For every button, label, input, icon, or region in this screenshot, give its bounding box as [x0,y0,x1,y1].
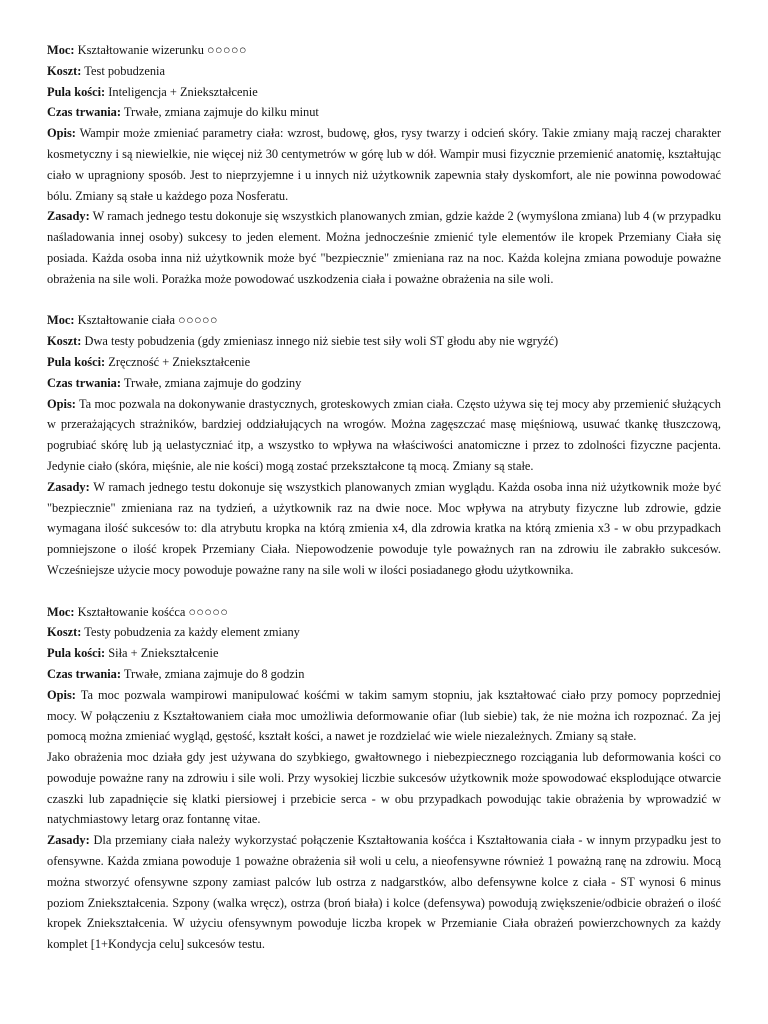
description-label: Opis: [47,396,76,411]
extra-paragraph [47,747,721,830]
duration-line [47,373,721,394]
power-name: Kształtowanie wizerunku [77,43,204,57]
power-name-line [47,40,721,61]
pool-label: Pula kości: [47,354,106,369]
pool-label: Pula kości: [47,646,106,661]
description-paragraph [47,394,721,477]
rules-paragraph [47,206,721,289]
rules-text: Dla przemiany ciała należy wykorzystać połączenie Kształtowania kośćca i Kształtowania ciała - w innym przypadku jest to ofensywne. Każda zmiana powoduje 1 poważne obrażenia sił woli u celu, a nieofensywne również 1 poważną ranę na zdrowiu. Mocą można stworzyć ofensywne szpony zamiast palców lub ostrza z nadgarstków, albo defensywne kolce z ciała - ST wynosi 6 minus poziom Zniekształcenia. Szpony (walka wręcz), ostrza (broń biała) i kolce (defensywa) powodują zwiększenie/odbicie obrażeń o ilość kropek Zniekształcenia. W użyciu ofensywnym powoduje liczba kropek w Przemianie Ciała obrażeń powierzchownych za każdy komplet [1+Kondycja celu] sukcesów testu. [47,833,721,952]
rules-label: Zasady: [47,479,90,494]
cost-label: Koszt: [47,625,82,640]
rules-paragraph [47,477,721,581]
pool-value: Zręczność + Zniekształcenie [108,354,251,369]
pool-value: Inteligencja + Zniekształcenie [108,84,258,99]
pool-line [47,352,721,373]
power-label: Moc: [47,43,75,57]
power-name-line [47,602,721,623]
rules-text: W ramach jednego testu dokonuje się wszystkich planowanych zmian wyglądu. Każda osoba inna niż użytkownik może być "bezpiecznie" zmieniana raz na tydzień, a użytkownik raz na dwie noce. Moc wpływa na atrybuty fizyczne lub zdrowie, gdzie wymagana ilość sukcesów to: dla atrybutu kropka na którą zmienia x4, dla zdrowia kratka na którą zmienia x3 - w obu przypadkach pomniejszone o ilość kropek Przemiany Ciała. Niepowodzenie powoduje tyle poważnych ran na zdrowiu ile zabrakło sukcesów. Wcześniejsze użycie mocy powoduje poważne rany na sile woli w ilości posiadanego głodu użytkownika. [47,479,721,577]
rules-label: Zasady: [47,209,90,224]
power-section [47,40,721,290]
cost-value: Testy pobudzenia za każdy element zmiany [84,625,300,640]
rules-label: Zasady: [47,833,90,848]
duration-label: Czas trwania: [47,666,121,681]
rules-paragraph [47,830,721,955]
pool-label: Pula kości: [47,84,106,99]
duration-label: Czas trwania: [47,105,121,120]
power-name-line [47,310,721,331]
power-name: Kształtowanie ciała [77,313,175,328]
pool-value: Siła + Zniekształcenie [108,646,219,661]
power-label: Moc: [47,604,75,619]
dots-rating: ○○○○○ [207,43,247,57]
power-label: Moc: [47,313,75,328]
cost-value: Dwa testy pobudzenia (gdy zmieniasz innego niż siebie test siły woli ST głodu aby nie wgryźć) [84,334,559,349]
description-text: Wampir może zmieniać parametry ciała: wzrost, budowę, głos, rysy twarzy i odcień skóry. Takie zmiany mają raczej charakter kosmetyczny i są niewielkie, nie więcej niż 30 centymetrów w górę lub w dół. Wampir musi fizycznie przemienić anatomię, kształtując ciało w upragniony sposób. Jest to nieprzyjemne i u innych niż użytkownik zapewnia stały dyskomfort, ale nie powinna powodować bólu. Zmiany są stałe u każdego poza Nosferatu. [47,126,722,203]
pool-line [47,643,721,664]
extra-text: Jako obrażenia moc działa gdy jest używana do szybkiego, gwałtownego i niebezpiecznego rozciągania lub deformowania kości co powoduje poważne rany na zdrowiu i sile woli. Przy wysokiej liczbie sukcesów użytkownik może spowodować eksplodujące otwarcie czaszki lub zapadnięcie się klatki piersiowej i przebicie serca - w obu przypadkach powodując takie obrażenia by wprowadzić w natychmiastowy letarg oraz fontannę vitae. [47,750,721,827]
description-text: Ta moc pozwala wampirowi manipulować kośćmi w takim samym stopniu, jak kształtować ciało przy pomocy poprzedniej mocy. W połączeniu z Kształtowaniem ciała moc umożliwia deformowanie ofiar (lub siebie) tak, że nie można ich rozpoznać. Za jej pomocą można zmieniać wygląd, gęstość, kształt kości, a nawet je rozdzielać wie wiele niezależnych. Zmiany są stałe. [47,687,721,744]
description-label: Opis: [47,126,76,141]
pool-line [47,82,721,103]
power-section [47,310,721,580]
power-section [47,602,721,956]
cost-line [47,61,721,82]
cost-value: Test pobudzenia [84,63,165,78]
description-paragraph [47,685,721,747]
description-paragraph [47,123,721,206]
description-label: Opis: [47,687,76,702]
duration-value: Trwałe, zmiana zajmuje do 8 godzin [123,666,305,681]
description-text: Ta moc pozwala na dokonywanie drastycznych, groteskowych zmian ciała. Często używa się tej mocy aby przemienić służących w przerażających strażników, bardziej oddziałujących na wrogów. Można zagęszczać masę mięśniową, usuwać tkankę tłuszczową, pogrubiać skórę lub ją uelastyczniać itp, a wszystko to wpływa na właściwości anatomiczne i przez to zdolności fizyczne pacjenta. Jedynie ciało (skóra, mięśnie, ale nie kości) mogą zostać przekształcone tą mocą. Zmiany są stałe. [47,396,721,473]
cost-line [47,622,721,643]
dots-rating: ○○○○○ [188,604,229,619]
cost-label: Koszt: [47,334,82,349]
duration-label: Czas trwania: [47,375,121,390]
duration-value: Trwałe, zmiana zajmuje do godziny [123,375,302,390]
dots-rating: ○○○○○ [178,313,219,328]
duration-value: Trwałe, zmiana zajmuje do kilku minut [123,105,319,120]
duration-line [47,664,721,685]
duration-line [47,102,721,123]
power-name: Kształtowanie kośćca [77,604,186,619]
cost-line [47,331,721,352]
rules-text: W ramach jednego testu dokonuje się wszystkich planowanych zmian, gdzie każde 2 (wymyślona zmiana) lub 4 (w przypadku naśladowania innej osoby) sukcesy to jeden element. Można jednocześnie zmienić tyle elementów ile kropek Przemiany Ciała się posiada. Każda osoba inna niż użytkownik może być "bezpiecznie" zmieniana raz na noc. Każda kolejna zmiana powoduje poważne obrażenia na sile woli. Porażka może powodować uszkodzenia ciała i poważne obrażenia na sile woli. [47,209,722,286]
cost-label: Koszt: [47,63,82,78]
